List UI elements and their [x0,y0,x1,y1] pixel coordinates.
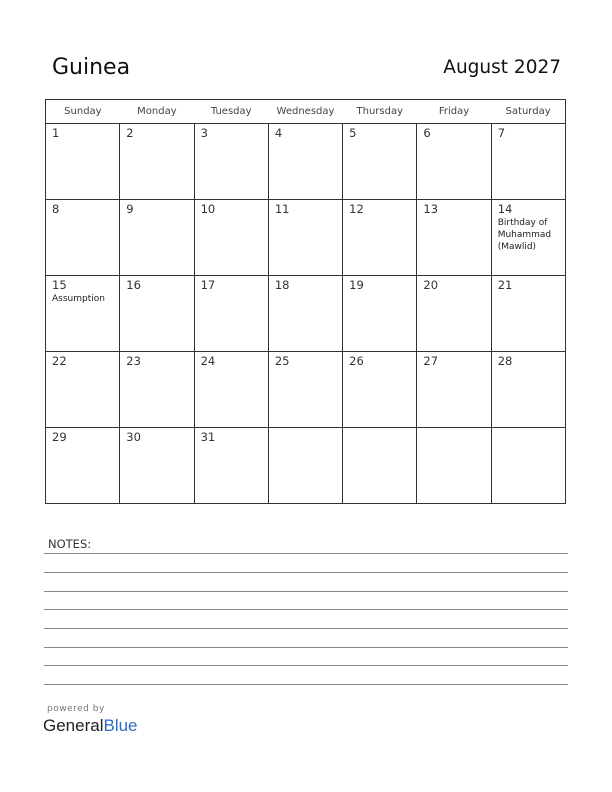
day-number: 19 [349,278,364,292]
day-number: 20 [423,278,439,292]
day-number: 10 [200,202,216,216]
day-cell [417,200,491,276]
week-row [46,200,566,276]
day-cell [417,428,491,504]
day-number: 1 [52,126,60,140]
day-cell [343,352,417,428]
day-cell [120,124,194,200]
month-year-title: August 2027 [443,57,561,78]
note-line [44,628,568,629]
day-number: 15 [52,278,67,292]
holiday-label: Assumption [52,294,105,304]
weekday-header: Monday [120,100,194,124]
day-cell [343,200,417,276]
day-cell [268,200,342,276]
week-row [46,352,566,428]
note-line [44,572,568,573]
day-cell [343,428,417,504]
day-number: 8 [52,202,60,216]
day-cell [268,428,342,504]
note-line [44,665,568,666]
day-number: 14 [497,202,513,216]
day-cell [46,428,120,504]
day-cell [417,352,491,428]
day-cell [268,352,342,428]
weekday-header-row [46,100,566,124]
day-cell [120,276,194,352]
day-number: 28 [497,354,513,368]
day-number: 3 [200,126,208,140]
brand-general: General [43,716,104,735]
day-number: 29 [52,430,67,444]
weekday-header: Sunday [46,100,120,124]
day-number: 26 [349,354,364,368]
day-number: 5 [349,126,357,140]
day-cell [417,276,491,352]
day-cell [491,276,565,352]
day-cell [120,352,194,428]
day-number: 7 [497,126,506,140]
day-number: 30 [126,430,141,444]
day-number: 18 [274,278,290,292]
day-cell [194,352,268,428]
day-number: 23 [126,354,141,368]
day-number: 12 [349,202,364,216]
day-cell [491,352,565,428]
day-number: 17 [200,278,216,292]
day-cell [120,200,194,276]
week-row [46,276,566,352]
day-cell [46,352,120,428]
day-cell [46,124,120,200]
note-line [44,553,568,554]
day-cell [343,276,417,352]
week-row [46,428,566,504]
day-number: 24 [200,354,216,368]
country-title: Guinea [52,55,131,80]
day-cell [491,428,565,504]
day-number: 9 [126,202,134,216]
note-line [44,647,568,648]
day-cell [46,276,120,352]
generalblue-logo [43,716,138,736]
day-number: 4 [274,126,283,140]
weekday-header: Tuesday [194,100,268,124]
day-cell [46,200,120,276]
day-cell [268,124,342,200]
day-cell [194,124,268,200]
day-cell [268,276,342,352]
day-number: 16 [126,278,141,292]
day-cell [491,200,565,276]
note-line [44,684,568,685]
day-cell [194,200,268,276]
day-number: 6 [423,126,431,140]
day-number: 21 [497,278,513,292]
day-cell [120,428,194,504]
day-number: 13 [423,202,439,216]
note-line [44,591,568,592]
day-number: 11 [274,202,290,216]
weekday-header: Friday [417,100,491,124]
day-cell [417,124,491,200]
day-number: 2 [126,126,134,140]
weekday-header: Wednesday [268,100,342,124]
holiday-label: Birthday of Muhammad (Mawlid) [497,218,552,252]
powered-by-text: powered by [47,704,105,714]
day-number: 27 [423,354,439,368]
weekday-header: Thursday [343,100,417,124]
day-cell [343,124,417,200]
week-row [46,124,566,200]
weekday-header: Saturday [491,100,565,124]
brand-blue: Blue [103,716,138,735]
day-cell [491,124,565,200]
day-cell [194,428,268,504]
notes-label: NOTES: [48,537,92,551]
day-number: 31 [200,430,216,444]
day-cell [194,276,268,352]
note-line [44,609,568,610]
calendar-grid [45,99,566,504]
day-number: 25 [274,354,290,368]
day-number: 22 [52,354,67,368]
